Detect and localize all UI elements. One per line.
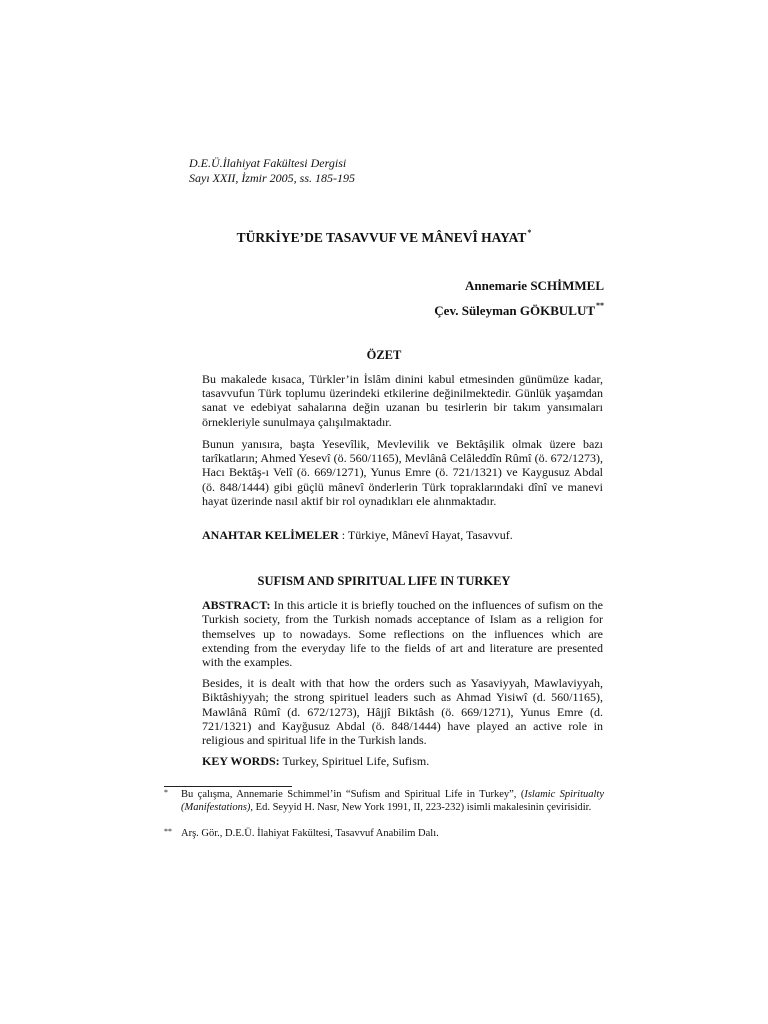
footnote-1-book-title: Islamic Spiritualty (Manifestations) [181,789,605,813]
abstract-paragraph-2: Besides, it is dealt with that how the orders such as Yasaviyyah, Mawlaviyyah, Biktâshiyyah; the strong spirituel leaders such as Ahmad Yisiwî (d. 560/1165), Mawlânâ Rûmî (d. 672/1273), Hâjjî Biktâsh (ö. 669/1271), Yunus Emre (d. 721/1321) and Kayğusuz Abdal (ö. 848/1444) have played an active role in religious and spiritual life in the Turkish lands. [202,676,603,748]
footnote-divider [164,786,292,787]
abstract-label: ABSTRACT: [202,598,271,612]
footnote-2 [164,828,604,841]
summary-keywords-label: KEY WORDS: [202,754,280,768]
journal-header [189,156,355,186]
abstract-paragraph-1 [202,598,603,669]
article-title [0,230,768,246]
ozet-paragraph-2: Bunun yanısıra, başta Yesevîlik, Mevlevilik ve Bektâşilik olmak üzere bazı tarîkatların; Ahmed Yesevî (ö. 560/1165), Mevlânâ Celâleddîn Rûmî (ö. 672/1273), Hacı Bektâş-ı Velî (ö. 669/1271), Yunus Emre (ö. 721/1321) ve Kaygusuz Abdal (ö. 848/1444) gibi güçlü mânevî önderlerin Türk topraklarındaki dînî ve manevi hayat üzerinde nasıl aktif bir rol oynadıkları ele alınmaktadır. [202,437,603,508]
translator-text: Çev. Süleyman GÖKBULUT [434,303,595,318]
ozet-keywords [202,528,603,542]
title-footnote-mark: * [527,228,532,237]
footnote-1 [164,789,604,814]
author-name [465,278,604,294]
footnote-1-text-b: , Ed. Seyyid H. Nasr, New York 1991, II, 223-232) isimli makalesinin çevirisidir. [250,801,592,813]
footnote-2-text: Arş. Gör., D.E.Ü. İlahiyat Fakültesi, Tasavvuf Anabilim Dalı. [181,828,439,839]
footnote-1-mark: * [164,788,168,797]
footnote-1-text [181,789,604,814]
translator-footnote-mark: ** [596,301,604,310]
summary-heading: SUFISM AND SPIRITUAL LIFE IN TURKEY [257,574,511,588]
footnote-2-mark: ** [164,827,172,836]
author-first-name: Annemarie [464,278,531,293]
ozet-keywords-label: ANAHTAR KELİMELER [202,528,339,542]
article-title-text: TÜRKİYE’DE TASAVVUF VE MÂNEVÎ HAYAT [236,230,527,245]
translator-name [434,303,604,319]
summary-keywords-text: Turkey, Spirituel Life, Sufism. [279,754,430,768]
ozet-paragraph-1: Bu makalede kısaca, Türkler’in İslâm dinini kabul etmesinden günümüze kadar, tasavvufun Türk toplumu üzerindeki etkilerine değinilmektedir. Günlük yaşamdan sanat ve edebiyat sahalarına değin uzanan bu tesirlerin bir takım yansımaları örnekleriyle sunulmaya çalışılmaktadır. [202,372,603,429]
footnote-1-text-a: Bu çalışma, Annemarie Schimmel’in “Sufism and Spiritual Life in Turkey”, ( [181,789,525,800]
ozet-heading: ÖZET [366,348,402,362]
summary-keywords [202,754,603,768]
journal-name: D.E.Ü.İlahiyat Fakültesi Dergisi [189,156,347,170]
journal-issue: Sayı XXII, İzmir 2005, ss. 185-195 [189,171,355,185]
ozet-keywords-text: : Türkiye, Mânevî Hayat, Tasavvuf. [338,528,513,542]
abstract-text: In this article it is briefly touched on the influences of sufism on the Turkish society, from the Turkish nomads acceptance of Islam as a religion for themselves up to nowadays. Some reflections on the influences which are extending from the everyday life to the fields of art and literature are presented with the examples. [202,598,603,670]
author-last-name: SCHİMMEL [530,278,604,293]
